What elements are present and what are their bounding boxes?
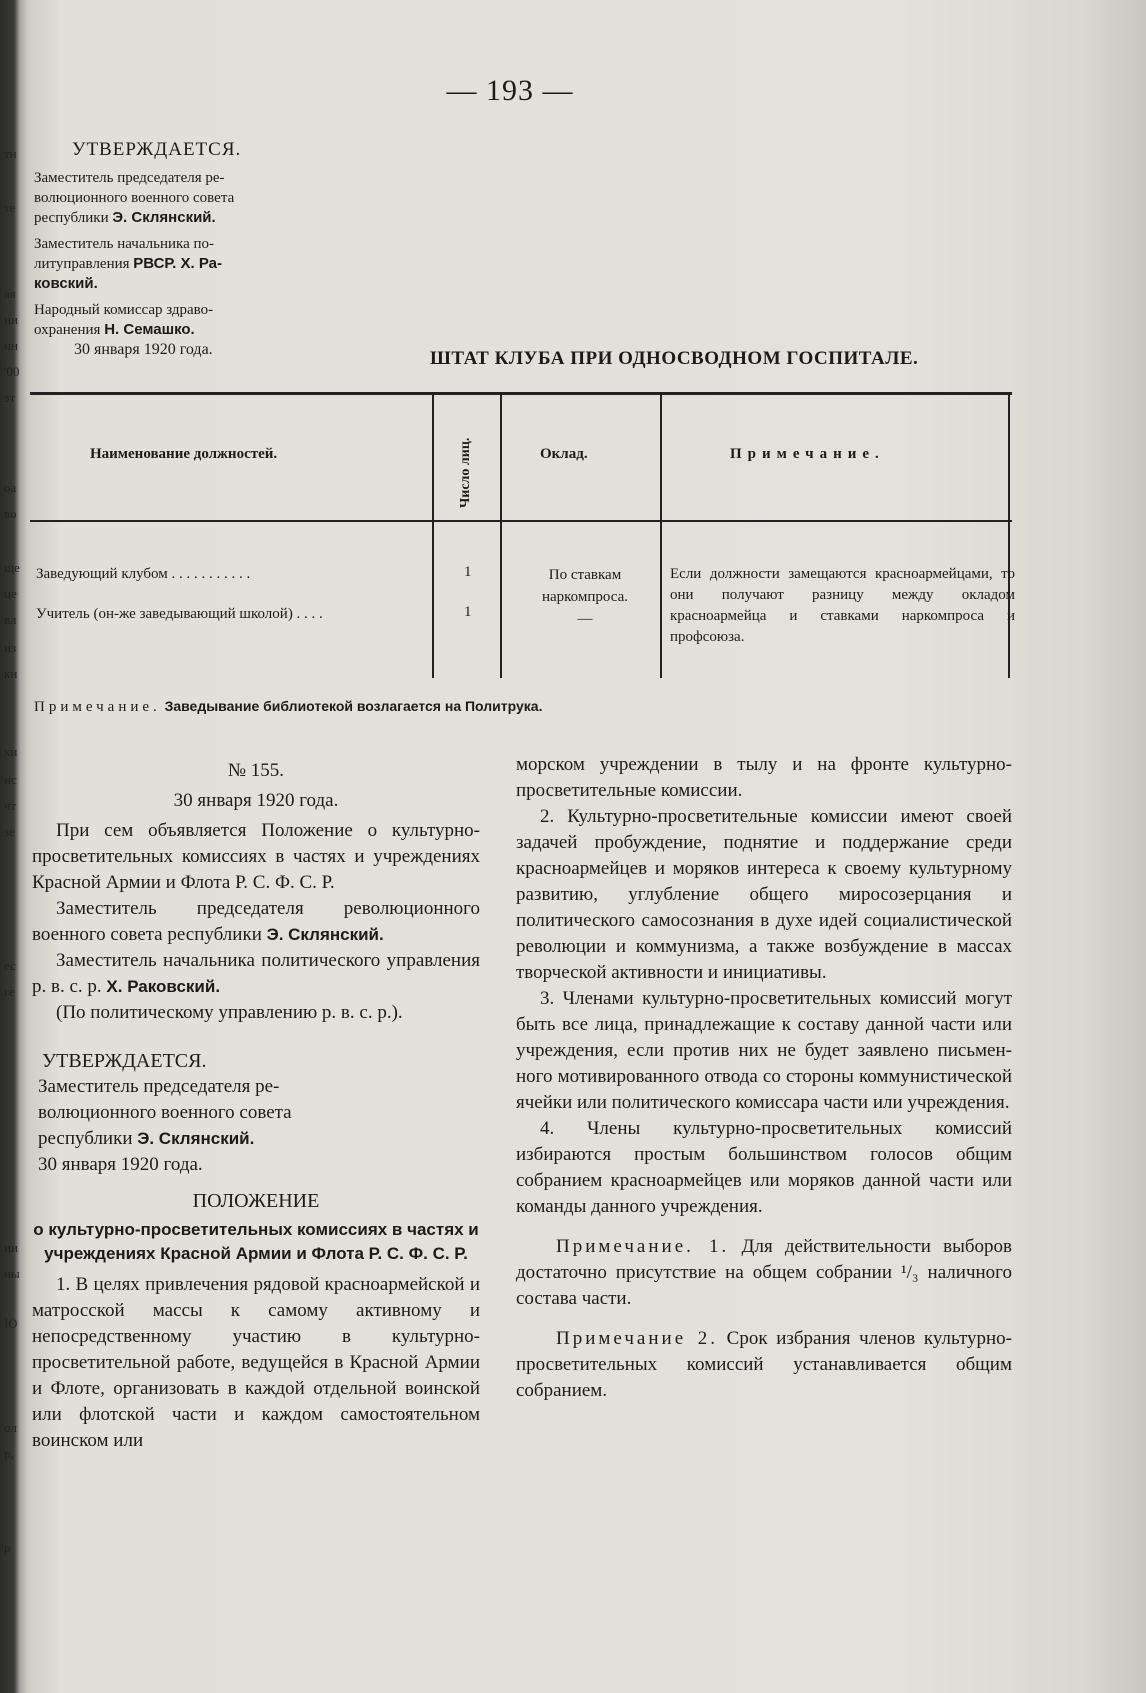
approval-line: Заместитель председателя ре- [38, 1076, 280, 1097]
remark-text: Заведывание библиотекой возлагается на Политрука. [164, 698, 543, 714]
order-signer-text: Заместитель начальника политического управления р. в. с. р. [32, 950, 480, 997]
header-notes: Примечание. [730, 446, 885, 462]
table-remark [34, 698, 934, 716]
regulation-paragraph-3: 3. Членами культурно-просветительных комиссий могут быть все лица, принадлежащие к составу данной части или учреждения, если против них не будет заявлено письменного мотивированного отвода со стороны коммунистической ячейки или политического комиссара части или учреждения. [516, 988, 1012, 1113]
table-rule-header [30, 520, 1012, 522]
edge-fragment: во [4, 506, 17, 521]
approval-line-text: республики [38, 1128, 138, 1149]
edge-fragment: ки [4, 744, 18, 759]
table-column-divider [432, 392, 434, 678]
signer-name: Х. Раковский. [106, 977, 221, 996]
salary-dash: — [577, 611, 593, 627]
edge-fragment: ще [4, 560, 20, 575]
staff-table [30, 392, 1015, 678]
right-column [516, 752, 1012, 1404]
order-signer [32, 948, 480, 1000]
signer-name: Н. Семашко. [104, 321, 195, 338]
edge-fragment: Ю [4, 1316, 18, 1331]
header-position: Наименование должностей. [90, 446, 278, 462]
approval-line: Заместитель председателя ре- [34, 170, 225, 186]
order-date: 30 января 1920 года. [173, 790, 339, 811]
order-signer-text: Заместитель председателя революционного военного совета республики [32, 898, 480, 945]
header-count-label: Число лиц. [458, 437, 473, 508]
page-number: — 193 — [446, 74, 574, 107]
approval-block-top [34, 140, 284, 360]
approval-line: волюционного военного совета [34, 190, 235, 206]
approval-line [34, 208, 284, 228]
note-label: Примечание. 1. [556, 1236, 730, 1257]
approval-line [32, 1126, 480, 1152]
regulation-paragraph-4: 4. Члены культурно-просветительных комиссий избираются простым большинством голосов общим собранием красноармейцев или моряков данной части или команды данного учреждения. [516, 1118, 1012, 1217]
edge-fragment: из [4, 640, 17, 655]
table-row-position: Заведующий клубом . . . . . . . . . . . [36, 566, 251, 582]
approval-line: волюционного военного совета [38, 1102, 292, 1123]
approval-heading: УТВЕРЖДАЕТСЯ. [72, 139, 242, 160]
edge-fragment: ии [4, 1240, 18, 1255]
edge-fragment: эт [4, 390, 16, 405]
header-salary: Оклад. [540, 446, 588, 462]
left-column [32, 758, 480, 1454]
regulation-heading: ПОЛОЖЕНИЕ [192, 1190, 320, 1212]
signer-name: Э. Склянский. [137, 1129, 255, 1148]
order-note: (По политическому управлению р. в. с. р.). [56, 1002, 403, 1023]
regulation-note-1 [516, 1234, 1012, 1312]
header-count [448, 436, 488, 508]
approval-line-text: республики [34, 210, 113, 226]
edge-fragment: оа [4, 480, 17, 495]
edge-fragment: ны [4, 1266, 20, 1281]
edge-fragment: ол [4, 1420, 17, 1435]
regulation-paragraph-1-cont: морском учреждении в тылу и на фронте культурно-просветительные комиссии. [516, 754, 1012, 801]
approval-line: Народный комиссар здраво- [34, 302, 214, 318]
approval-line-text: литуправления [34, 256, 134, 272]
approval-block-second [32, 1048, 480, 1178]
regulation-subheading: о культурно-просветительных комиссиях в частях и учреждениях Красной Армии и Флота Р. С. Ф. С. Р. [33, 1220, 479, 1263]
edge-fragment: вл [4, 612, 17, 627]
approval-date: 30 января 1920 года. [74, 341, 213, 358]
edge-fragment: '00 [4, 364, 20, 379]
edge-fragment: нн [4, 338, 18, 353]
edge-fragment: зе [4, 824, 15, 839]
approval-line [34, 320, 284, 340]
signer-name: РВСР. Х. Ра- [133, 255, 222, 272]
regulation-paragraph-1: 1. В целях привлечения рядовой красноармейской и матросской массы к самому активному и непосредственному участию в культурно-просветительной работе, ведущейся в Красной Армии и Флоте, организовать в каждой отдельной воинской или флотской части и каждом самостоятельном воинском или [32, 1274, 480, 1451]
order-intro: При сем объявляется Положение о культурно-просветительных комиссиях в частях и учреждениях Красной Армии и Флота Р. С. Ф. С. Р. [32, 820, 480, 893]
order-signer [32, 896, 480, 948]
note-label: Примечание 2. [556, 1328, 719, 1349]
salary-text: По ставкам наркомпроса. [541, 567, 629, 605]
table-row-count: 1 [464, 564, 472, 580]
table-notes-cell: Если должности замещаются красноармейцами, то они получают разницу между окладом красноармейца и ставками наркомпроса и профсоюза. [670, 566, 1015, 645]
edge-fragment: те [4, 200, 16, 215]
edge-fragment: ис [4, 772, 17, 787]
table-column-divider [500, 392, 502, 678]
edge-fragment: р, [4, 1446, 14, 1461]
table-row-position: Учитель (он-же заведывающий школой) . . . . [36, 606, 323, 622]
signer-name: ковский. [34, 275, 98, 292]
approval-line: Заместитель начальника по- [34, 236, 215, 252]
table-row-count: 1 [464, 604, 472, 620]
order-number: № 155. [227, 760, 285, 781]
approval-line [34, 254, 284, 274]
note-text: Для действительности выборов достаточно присутствие на общем собрании ¹/₃ наличного состава части. [516, 1236, 1012, 1309]
edge-fragment: це [4, 586, 17, 601]
staff-table-title: ШТАТ КЛУБА ПРИ ОДНОСВОДНОМ ГОСПИТАЛЕ. [430, 348, 919, 369]
signer-name: Э. Склянский. [112, 209, 216, 226]
binding-edge-fragments [4, 0, 30, 1693]
approval-heading: УТВЕРЖДАЕТСЯ. [42, 1050, 207, 1072]
edge-fragment: ая [4, 286, 16, 301]
edge-fragment: ге [4, 984, 15, 999]
edge-fragment: р [4, 1540, 11, 1555]
signer-name: Э. Склянский. [266, 925, 384, 944]
edge-fragment: чт [4, 798, 17, 813]
table-rule-top [30, 392, 1012, 395]
edge-fragment: ти [4, 146, 17, 161]
edge-fragment: ки [4, 666, 18, 681]
regulation-note-2 [516, 1326, 1012, 1404]
edge-fragment: ес [4, 958, 16, 973]
regulation-paragraph-2: 2. Культурно-просветительные комиссии имеют своей задачей пробуждение, поднятие и поддержание среди красноармейцев и моряков интереса к своему культурному развитию, углубление общего миросозерцания и политического самосознания в духе идей социалистической революции и коммунизма, а также возбуждение в массах творческой активности и инициативы. [516, 806, 1012, 983]
remark-label: Примечание. [34, 699, 161, 715]
approval-line-text: охранения [34, 322, 105, 338]
edge-fragment: ни [4, 312, 18, 327]
table-column-divider [660, 392, 662, 678]
table-salary-cell [510, 564, 660, 630]
note-text: Срок избрания членов культурно-просветительных комиссий устанавливается общим собранием. [516, 1328, 1013, 1401]
approval-date: 30 января 1920 года. [38, 1154, 203, 1175]
